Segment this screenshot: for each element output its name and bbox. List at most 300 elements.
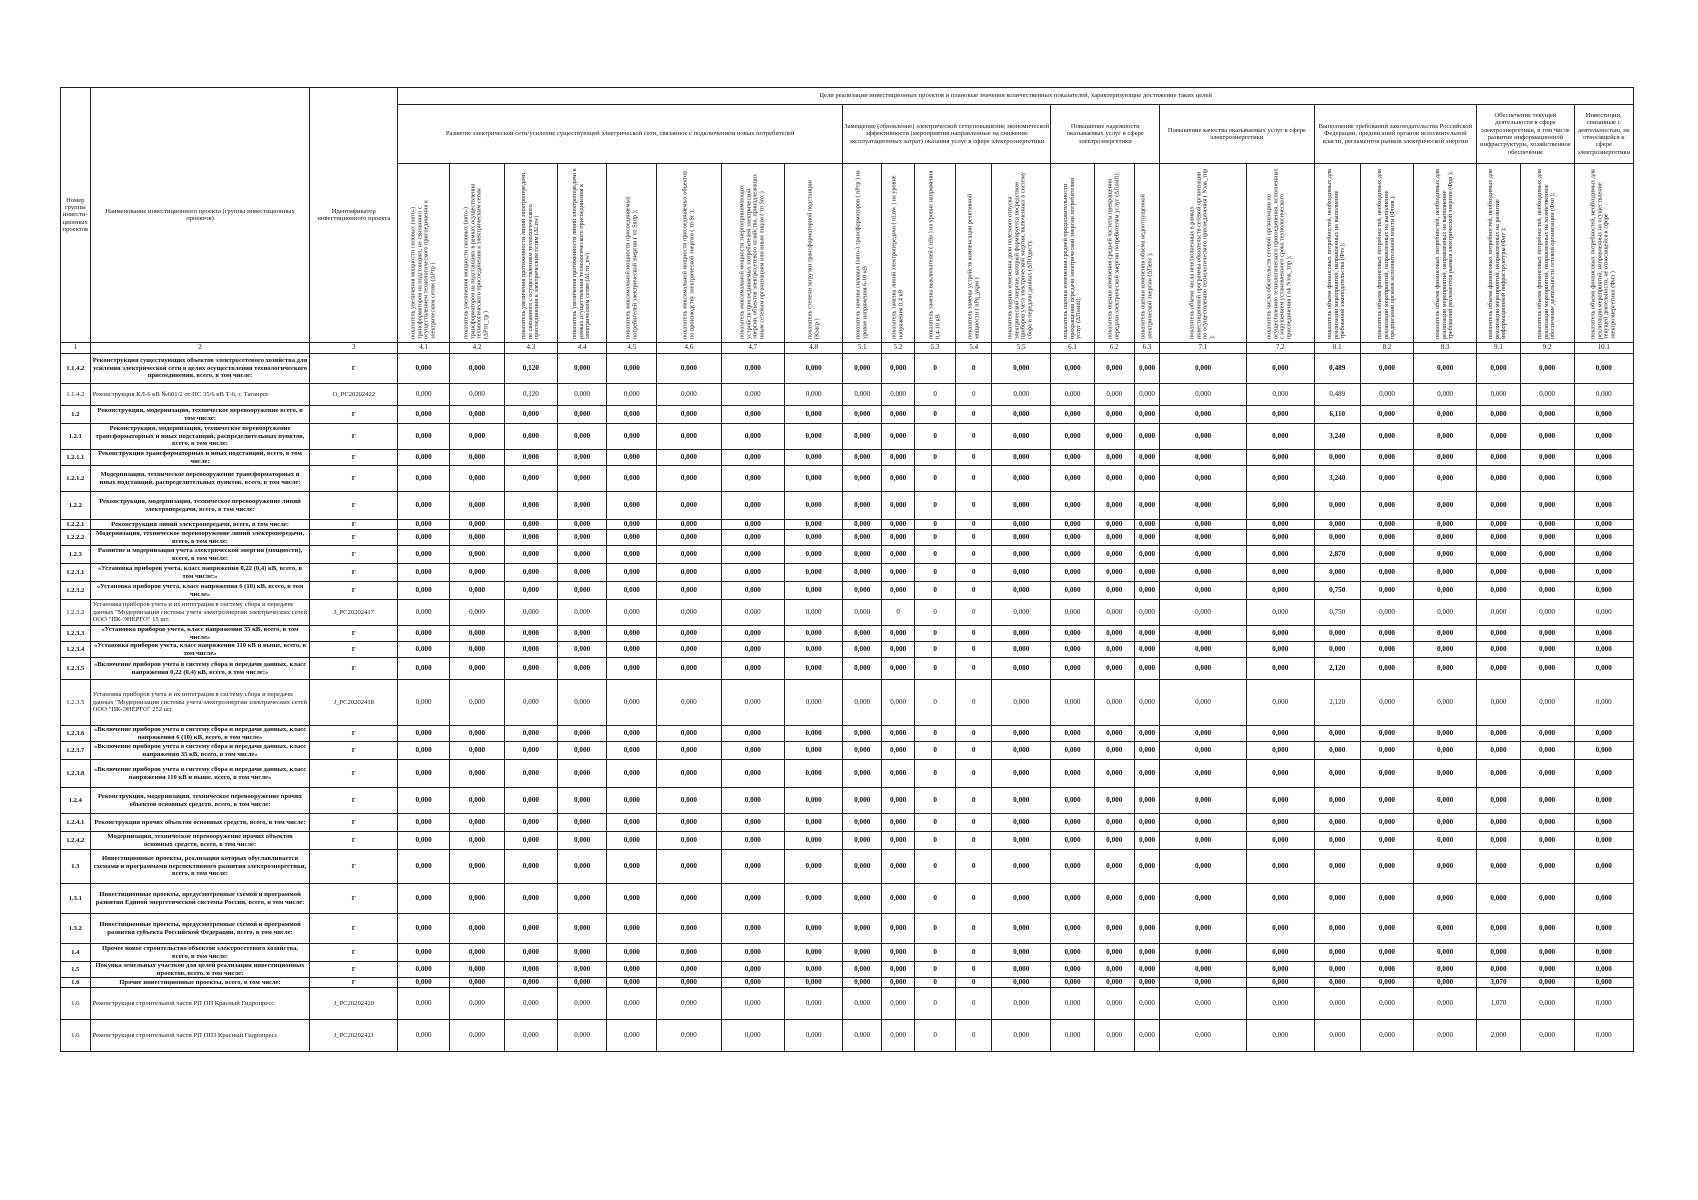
row-value: 0,000 bbox=[1477, 726, 1520, 742]
row-project-id: J_PC20202417 bbox=[310, 600, 398, 626]
row-value: 0,000 bbox=[1314, 988, 1361, 1020]
row-value: 0,000 bbox=[1314, 520, 1361, 530]
indicator-header bbox=[1314, 164, 1361, 343]
row-value: 0,000 bbox=[1134, 814, 1159, 832]
row-value: 0 bbox=[915, 384, 956, 406]
header-row-top bbox=[61, 88, 1634, 105]
row-value: 0,000 bbox=[721, 520, 784, 530]
row-value: 3,240 bbox=[1314, 466, 1361, 492]
column-number: 4.4 bbox=[557, 343, 607, 354]
row-value: 0,000 bbox=[449, 884, 504, 914]
row-value: 0,000 bbox=[1520, 492, 1574, 520]
row-value: 0,000 bbox=[992, 726, 1051, 742]
row-value: 0,000 bbox=[1477, 814, 1520, 832]
row-value: 0,000 bbox=[557, 600, 607, 626]
row-value: 0,000 bbox=[1246, 564, 1314, 582]
row-value: 0 bbox=[915, 788, 956, 814]
row-value: 0,000 bbox=[1094, 884, 1134, 914]
row-value: 0,000 bbox=[1413, 962, 1476, 978]
row-value: 0,000 bbox=[843, 914, 882, 944]
row-value: 0,000 bbox=[843, 962, 882, 978]
indicator-header bbox=[657, 164, 721, 343]
row-value: 0,000 bbox=[1051, 658, 1094, 680]
row-value: 0,000 bbox=[449, 406, 504, 424]
row-value: 0,000 bbox=[1574, 564, 1633, 582]
indicator-header bbox=[1051, 164, 1094, 343]
row-value: 0,000 bbox=[785, 832, 843, 850]
row-value: 0,000 bbox=[1361, 658, 1414, 680]
row-value: 0,000 bbox=[1477, 424, 1520, 450]
indicator-header bbox=[449, 164, 504, 343]
row-value: 0,000 bbox=[1246, 850, 1314, 884]
column-number: 4.6 bbox=[657, 343, 721, 354]
column-number: 8.3 bbox=[1413, 343, 1476, 354]
row-value: 0,000 bbox=[882, 988, 915, 1020]
row-value: 0,000 bbox=[1574, 424, 1633, 450]
row-value: 0,000 bbox=[1413, 466, 1476, 492]
indicator-header bbox=[1160, 164, 1247, 343]
row-value: 0,000 bbox=[721, 850, 784, 884]
row-value: 0,000 bbox=[1246, 680, 1314, 726]
row-value: 0,000 bbox=[1094, 658, 1134, 680]
row-value: 0,000 bbox=[398, 492, 450, 520]
indicator-header bbox=[992, 164, 1051, 343]
row-value: 0,000 bbox=[1160, 988, 1247, 1020]
row-value: 0,000 bbox=[1051, 466, 1094, 492]
row-project-name: Развитие и модернизация учета электрической энергии (мощности), всего, в том числе: bbox=[90, 546, 310, 564]
row-value: 0,000 bbox=[1413, 884, 1476, 914]
row-value: 0,000 bbox=[557, 564, 607, 582]
row-value: 0,000 bbox=[504, 530, 557, 546]
row-value: 0,000 bbox=[882, 520, 915, 530]
row-value: 0,000 bbox=[607, 450, 657, 466]
row-value: 0 bbox=[915, 988, 956, 1020]
row-value: 0,000 bbox=[504, 914, 557, 944]
row-value: 0,000 bbox=[1160, 832, 1247, 850]
table-row bbox=[61, 726, 1634, 742]
row-value: 0,000 bbox=[557, 944, 607, 962]
row-value: 0,000 bbox=[1574, 520, 1633, 530]
row-value: 0,000 bbox=[1361, 988, 1414, 1020]
row-value: 0,000 bbox=[882, 466, 915, 492]
row-value: 0,000 bbox=[1160, 384, 1247, 406]
row-value: 0,000 bbox=[607, 564, 657, 582]
row-value: 0,000 bbox=[398, 406, 450, 424]
indicator-label: показатель замены устройств компенсации реактивной мощности ( nPq_укрм ) bbox=[966, 193, 980, 339]
row-value: 0,000 bbox=[882, 978, 915, 988]
row-value: 0,000 bbox=[1094, 642, 1134, 658]
row-value: 2,120 bbox=[1314, 680, 1361, 726]
row-value: 6,110 bbox=[1314, 406, 1361, 424]
row-value: 0,000 bbox=[504, 642, 557, 658]
table-row bbox=[61, 1020, 1634, 1052]
row-value: 0,000 bbox=[504, 742, 557, 760]
row-value: 0,000 bbox=[1134, 492, 1159, 520]
row-value: 0,000 bbox=[843, 788, 882, 814]
row-value: 0,000 bbox=[1160, 406, 1247, 424]
row-project-id: Г bbox=[310, 642, 398, 658]
row-project-name: Установка приборов учета и их интеграция в систему сбора и передачи данных "Модернизация системы учета электроэнергии электрических сетей ООО "ПК-ЭНЕРГО" 15 шт. bbox=[90, 600, 310, 626]
indicator-label: показатель увеличения протяженности линий электропередачи, не связанного с осуществлением технологического присоединения к электрическим сетям (ΔLnw) bbox=[519, 171, 541, 339]
table-row bbox=[61, 564, 1634, 582]
row-value: 0,000 bbox=[721, 988, 784, 1020]
row-value: 0,000 bbox=[992, 424, 1051, 450]
row-value: 0,000 bbox=[449, 466, 504, 492]
table-row bbox=[61, 814, 1634, 832]
row-value: 0,000 bbox=[1051, 914, 1094, 944]
row-value: 0 bbox=[915, 450, 956, 466]
indicator-label: показатель максимальной мощности энергопринимающих устройств присоединяемых потребителей электрической энергии, объектов электросетевого хозяйства, принадлежащих иным сетевым организациям или иным лицам ( тп Sвх ) bbox=[738, 173, 766, 339]
row-number: 1.2.3.4 bbox=[61, 642, 91, 658]
row-project-name: Реконструкция трансформаторных и иных подстанций, всего, в том числе: bbox=[90, 450, 310, 466]
row-value: 0,489 bbox=[1314, 354, 1361, 384]
row-value: 0 bbox=[956, 788, 992, 814]
row-value: 0,000 bbox=[1134, 850, 1159, 884]
row-value: 0,000 bbox=[1477, 760, 1520, 788]
goal-group-header: Повышение качества оказываемых услуг в сфере электроэнергетики bbox=[1160, 105, 1314, 164]
row-value: 0,000 bbox=[1051, 978, 1094, 988]
row-value: 0,000 bbox=[1477, 884, 1520, 914]
row-value: 0,000 bbox=[1520, 658, 1574, 680]
row-value: 0,000 bbox=[1051, 788, 1094, 814]
table-row bbox=[61, 406, 1634, 424]
row-value: 0,000 bbox=[1246, 384, 1314, 406]
table-row bbox=[61, 492, 1634, 520]
row-value: 0,000 bbox=[1160, 520, 1247, 530]
row-value: 0,000 bbox=[398, 642, 450, 658]
indicator-header bbox=[1520, 164, 1574, 343]
row-value: 0,000 bbox=[557, 546, 607, 564]
row-value: 0,000 bbox=[1094, 466, 1134, 492]
row-value: 0,000 bbox=[1160, 850, 1247, 884]
column-number: 9.1 bbox=[1477, 343, 1520, 354]
row-value: 0,000 bbox=[992, 742, 1051, 760]
row-value: 0,000 bbox=[398, 978, 450, 988]
row-value: 0,000 bbox=[1574, 742, 1633, 760]
row-value: 0,000 bbox=[843, 658, 882, 680]
row-value: 0,000 bbox=[398, 530, 450, 546]
row-value: 0,000 bbox=[1051, 520, 1094, 530]
row-value: 0,000 bbox=[843, 1020, 882, 1052]
row-value: 0,000 bbox=[843, 884, 882, 914]
row-value: 0,000 bbox=[1477, 530, 1520, 546]
row-value: 0,000 bbox=[657, 884, 721, 914]
column-number: 5.3 bbox=[915, 343, 956, 354]
indicator-label: показатель числа обязательств сетевой организации по осуществлению технологического присоединения, исполненных с нарушением установленного срока технологического присоединения ( ok Nзак_тпр ); bbox=[1265, 168, 1293, 339]
row-value: 0,000 bbox=[1574, 978, 1633, 988]
row-value: 0,000 bbox=[1574, 546, 1633, 564]
row-number: 1.2.3.6 bbox=[61, 726, 91, 742]
row-number: 1.2.1.1 bbox=[61, 450, 91, 466]
row-value: 0,000 bbox=[1160, 788, 1247, 814]
indicator-header bbox=[915, 164, 956, 343]
row-value: 0,000 bbox=[1520, 582, 1574, 600]
row-value: 0 bbox=[956, 492, 992, 520]
column-number: 3 bbox=[310, 343, 398, 354]
row-value: 2,870 bbox=[1314, 546, 1361, 564]
row-value: 0 bbox=[915, 658, 956, 680]
indicator-label: показатель объема финансовых потребностей, необходимых для реализации мероприятий, направленных на осуществление текущей деятельности, не относящейся к сфере электроэнергетики (Фнэ ) bbox=[1589, 169, 1617, 339]
row-value: 0,000 bbox=[1160, 884, 1247, 914]
row-value: 0,000 bbox=[1134, 658, 1159, 680]
row-value: 0,000 bbox=[504, 788, 557, 814]
row-value: 0,000 bbox=[721, 832, 784, 850]
row-value: 0,000 bbox=[1314, 726, 1361, 742]
row-value: 0,000 bbox=[1361, 814, 1414, 832]
row-value: 0,000 bbox=[721, 406, 784, 424]
row-value: 0,000 bbox=[1051, 742, 1094, 760]
indicator-label: показатель максимальной мощности присоединяемых потребителей электрической энергии ( тп Snпр ); bbox=[624, 196, 638, 339]
row-value: 0,000 bbox=[1574, 384, 1633, 406]
row-value: 0,000 bbox=[607, 406, 657, 424]
row-value: 0,000 bbox=[449, 600, 504, 626]
row-value: 0,000 bbox=[557, 520, 607, 530]
row-value: 0,000 bbox=[607, 384, 657, 406]
row-value: 0,000 bbox=[1574, 944, 1633, 962]
row-value: 0,000 bbox=[882, 884, 915, 914]
row-value: 0,000 bbox=[721, 642, 784, 658]
row-value: 0 bbox=[956, 978, 992, 988]
row-value: 0,000 bbox=[1134, 760, 1159, 788]
row-value: 0,000 bbox=[785, 760, 843, 788]
row-value: 0,000 bbox=[657, 600, 721, 626]
row-value: 0,000 bbox=[1246, 914, 1314, 944]
row-value: 0,000 bbox=[992, 450, 1051, 466]
indicator-label: показатель максимальной мощности присоединяемых объектов по производству электрической энергии ( тп Sг ); bbox=[681, 171, 695, 339]
row-value: 0,000 bbox=[1477, 850, 1520, 884]
row-value: 0,000 bbox=[607, 354, 657, 384]
row-value: 0 bbox=[956, 944, 992, 962]
row-value: 0,000 bbox=[1160, 354, 1247, 384]
row-value: 0,000 bbox=[449, 424, 504, 450]
row-value: 0,000 bbox=[1574, 680, 1633, 726]
row-value: 0,000 bbox=[1160, 962, 1247, 978]
row-value: 0,000 bbox=[557, 658, 607, 680]
row-value: 0,000 bbox=[785, 626, 843, 642]
table-row bbox=[61, 354, 1634, 384]
row-value: 0,000 bbox=[1134, 626, 1159, 642]
row-value: 0,000 bbox=[504, 988, 557, 1020]
row-value: 0,000 bbox=[657, 832, 721, 850]
row-project-name: Реконструкция, модернизация, техническое перевооружение прочих объектов основных средств, всего, в том числе: bbox=[90, 788, 310, 814]
row-value: 0,000 bbox=[1574, 914, 1633, 944]
row-value: 0,000 bbox=[1134, 1020, 1159, 1052]
row-value: 0,750 bbox=[1314, 600, 1361, 626]
row-value: 0,000 bbox=[843, 814, 882, 832]
row-value: 0 bbox=[915, 760, 956, 788]
row-value: 0,000 bbox=[721, 626, 784, 642]
row-value: 0,000 bbox=[657, 354, 721, 384]
row-value: 0,000 bbox=[1413, 814, 1476, 832]
row-project-id: Г bbox=[310, 564, 398, 582]
row-value: 0,000 bbox=[1361, 626, 1414, 642]
row-value: 0,000 bbox=[882, 564, 915, 582]
row-value: 0,000 bbox=[1520, 466, 1574, 492]
row-number: 1.2.3.2 bbox=[61, 582, 91, 600]
row-value: 0,000 bbox=[449, 914, 504, 944]
row-value: 0,000 bbox=[607, 944, 657, 962]
row-value: 0 bbox=[956, 582, 992, 600]
row-value: 0,000 bbox=[1477, 546, 1520, 564]
row-value: 0,000 bbox=[721, 658, 784, 680]
indicator-header bbox=[1361, 164, 1414, 343]
row-value: 0,000 bbox=[607, 884, 657, 914]
row-value: 2,120 bbox=[1314, 658, 1361, 680]
indicator-header bbox=[721, 164, 784, 343]
indicator-label: показатель оценки изменения средней частоты прекращения передачи электрической энергии потребителям услуг (ΔПsaifi); bbox=[1106, 171, 1121, 339]
header-project-id: Идентификатор инвестиционного проекта bbox=[310, 88, 398, 343]
row-value: 0,000 bbox=[398, 832, 450, 850]
row-value: 0 bbox=[915, 914, 956, 944]
row-value: 0,000 bbox=[1051, 626, 1094, 642]
table-row bbox=[61, 742, 1634, 760]
row-value: 0,000 bbox=[1314, 760, 1361, 788]
row-value: 0,000 bbox=[1051, 492, 1094, 520]
row-project-name: Реконструкция, модернизация, техническое перевооружение линий электропередачи, всего, в том числе: bbox=[90, 492, 310, 520]
row-value: 0,000 bbox=[557, 914, 607, 944]
row-value: 0,000 bbox=[1520, 914, 1574, 944]
row-value: 0,000 bbox=[785, 944, 843, 962]
row-value: 0,000 bbox=[1477, 944, 1520, 962]
row-value: 0,000 bbox=[657, 944, 721, 962]
indicator-label: показатель объема финансовых потребностей, необходимых для реализации мероприятий, направленных на выполнение предписаний органов исполнительной власти (Фпив ); bbox=[1375, 169, 1397, 339]
row-value: 0,000 bbox=[785, 962, 843, 978]
row-value: 0,000 bbox=[449, 962, 504, 978]
table-row bbox=[61, 520, 1634, 530]
row-project-id: Г bbox=[310, 626, 398, 642]
row-value: 0,000 bbox=[992, 680, 1051, 726]
row-value: 0,000 bbox=[1134, 988, 1159, 1020]
row-value: 0 bbox=[956, 354, 992, 384]
row-value: 0,000 bbox=[1574, 814, 1633, 832]
row-value: 0,000 bbox=[1094, 742, 1134, 760]
row-value: 0,000 bbox=[1413, 354, 1476, 384]
row-value: 0,000 bbox=[785, 354, 843, 384]
row-value: 0,000 bbox=[1574, 988, 1633, 1020]
row-value: 0,000 bbox=[882, 850, 915, 884]
row-value: 0,000 bbox=[1413, 832, 1476, 850]
row-value: 0,000 bbox=[992, 582, 1051, 600]
row-value: 0,000 bbox=[1094, 546, 1134, 564]
row-value: 0,000 bbox=[1051, 450, 1094, 466]
table-row bbox=[61, 944, 1634, 962]
row-value: 0,000 bbox=[557, 450, 607, 466]
row-value: 0,000 bbox=[843, 642, 882, 658]
row-value: 0,000 bbox=[657, 492, 721, 520]
row-value: 0,000 bbox=[785, 600, 843, 626]
row-value: 0,000 bbox=[398, 788, 450, 814]
row-value: 0,000 bbox=[1160, 914, 1247, 944]
row-value: 0,000 bbox=[1134, 582, 1159, 600]
row-value: 0,000 bbox=[1413, 564, 1476, 582]
row-number: 1.5 bbox=[61, 962, 91, 978]
row-value: 0,000 bbox=[1520, 642, 1574, 658]
row-value: 0,000 bbox=[785, 520, 843, 530]
row-number: 1.2.2 bbox=[61, 492, 91, 520]
row-value: 0,000 bbox=[1094, 788, 1134, 814]
row-value: 0,000 bbox=[504, 450, 557, 466]
column-number: 1 bbox=[61, 343, 91, 354]
row-value: 0,000 bbox=[607, 742, 657, 760]
row-value: 0,000 bbox=[1314, 978, 1361, 988]
column-number: 7.1 bbox=[1160, 343, 1247, 354]
row-value: 0,000 bbox=[657, 726, 721, 742]
row-value: 0,000 bbox=[557, 466, 607, 492]
row-value: 0,000 bbox=[785, 1020, 843, 1052]
row-value: 0 bbox=[956, 546, 992, 564]
row-value: 0,000 bbox=[1051, 884, 1094, 914]
row-value: 0,000 bbox=[1413, 978, 1476, 988]
row-value: 0,000 bbox=[882, 642, 915, 658]
row-value: 0,000 bbox=[449, 626, 504, 642]
row-project-name: «Установка приборов учета, класс напряжения 110 кВ и выше, всего, в том числе» bbox=[90, 642, 310, 658]
row-value: 0 bbox=[915, 406, 956, 424]
row-value: 0,000 bbox=[1246, 988, 1314, 1020]
row-value: 0,000 bbox=[721, 384, 784, 406]
row-value: 0,000 bbox=[882, 530, 915, 546]
row-value: 0 bbox=[915, 642, 956, 658]
row-project-id: Г bbox=[310, 530, 398, 546]
row-value: 0,000 bbox=[657, 988, 721, 1020]
row-value: 0,000 bbox=[1520, 978, 1574, 988]
row-value: 0,000 bbox=[398, 988, 450, 1020]
row-value: 0,000 bbox=[843, 424, 882, 450]
row-value: 0,000 bbox=[1051, 760, 1094, 788]
row-value: 0,000 bbox=[504, 520, 557, 530]
row-value: 0,000 bbox=[1314, 962, 1361, 978]
row-value: 3,240 bbox=[1314, 424, 1361, 450]
row-project-name: Инвестиционные проекты, предусмотренные схемой и программой развития субъекта Российской Федерации, всего, в том числе: bbox=[90, 914, 310, 944]
row-value: 0,000 bbox=[1246, 424, 1314, 450]
table-row bbox=[61, 850, 1634, 884]
row-value: 0,000 bbox=[1520, 944, 1574, 962]
row-value: 0,000 bbox=[607, 814, 657, 832]
row-value: 0 bbox=[956, 1020, 992, 1052]
indicator-label: показатель увеличения мощности силовых (авто-) трансформаторов на подстанциях, не связанного с осуществлением технологического присоединения к электрическим сетям (ΔPтр ) bbox=[409, 200, 437, 339]
row-value: 0,000 bbox=[504, 832, 557, 850]
row-value: 0,000 bbox=[504, 626, 557, 642]
row-value: 0,000 bbox=[557, 626, 607, 642]
indicator-label: показатель замены силовых (авто-) трансформаторов ( nPтр ) на уровне напряжения 6-10 кВ bbox=[854, 170, 869, 339]
row-project-name: Реконструкция прочих объектов основных средств, всего, в том числе: bbox=[90, 814, 310, 832]
row-value: 0,000 bbox=[1361, 492, 1414, 520]
row-value: 0,000 bbox=[843, 520, 882, 530]
indicator-label: показатель объема финансовых потребностей, необходимых для реализации мероприятий, направленных на выполнение требований законодательства (Фтз ); bbox=[1326, 169, 1347, 339]
row-value: 0,000 bbox=[843, 988, 882, 1020]
table-row bbox=[61, 530, 1634, 546]
column-number: 4.7 bbox=[721, 343, 784, 354]
row-value: 0,000 bbox=[992, 520, 1051, 530]
row-value: 0,000 bbox=[1314, 788, 1361, 814]
row-value: 0,000 bbox=[1246, 832, 1314, 850]
row-value: 0,000 bbox=[398, 944, 450, 962]
row-value: 0,000 bbox=[1160, 466, 1247, 492]
row-value: 0,000 bbox=[504, 658, 557, 680]
row-value: 0,000 bbox=[1246, 962, 1314, 978]
row-value: 0,000 bbox=[607, 850, 657, 884]
row-value: 0,000 bbox=[1051, 424, 1094, 450]
row-value: 0,000 bbox=[398, 850, 450, 884]
row-value: 0,000 bbox=[449, 492, 504, 520]
row-value: 0,000 bbox=[1520, 626, 1574, 642]
row-number: 1.6 bbox=[61, 988, 91, 1020]
row-value: 0,000 bbox=[992, 760, 1051, 788]
row-number: 1.6 bbox=[61, 1020, 91, 1052]
row-value: 0,000 bbox=[657, 962, 721, 978]
row-project-id: Г bbox=[310, 944, 398, 962]
row-value: 0,000 bbox=[449, 726, 504, 742]
row-value: 0,000 bbox=[1246, 406, 1314, 424]
